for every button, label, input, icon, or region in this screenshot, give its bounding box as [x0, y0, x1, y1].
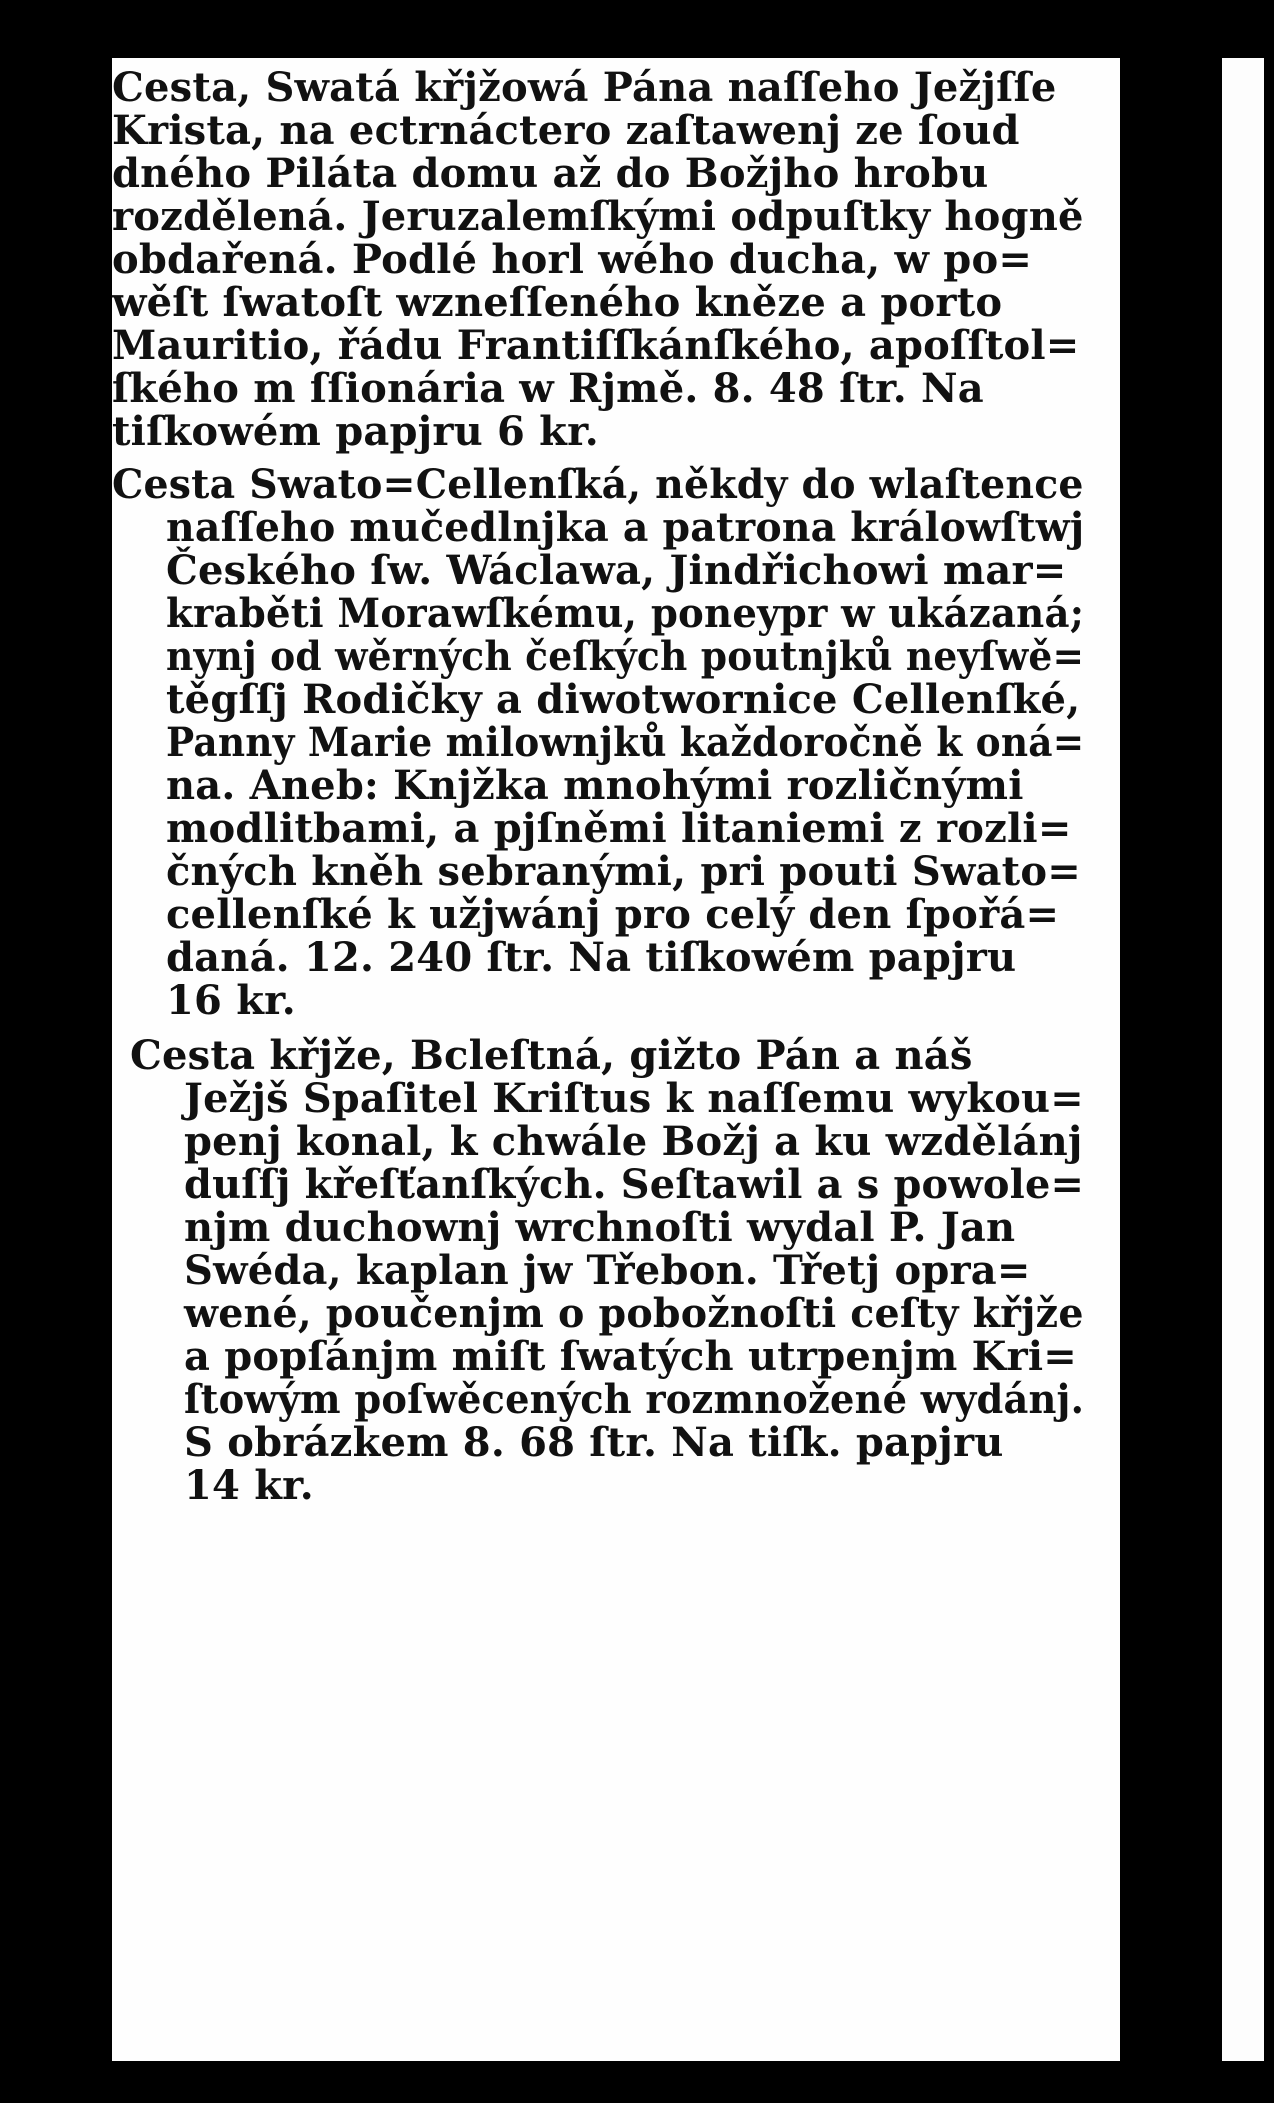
text-line: Mauritio, řádu Frantiſſkánſkého, apoſſtol=: [112, 322, 1080, 369]
text-line: Swéda, kaplan jw Třebon. Třetj opra=: [184, 1247, 1031, 1294]
text-line: Českého ſw. Wáclawa, Jindřichowi mar=: [166, 547, 1067, 594]
text-line: tiſkowém papjru 6 kr.: [112, 408, 599, 455]
text-line: dného Piláta domu až do Božjho hrobu: [112, 150, 989, 197]
text-line: kraběti Morawſkému, poneypr w ukázaná;: [166, 590, 1085, 637]
text-line: rozdělená. Jeruzalemſkými odpuſtky hogně: [112, 193, 1084, 240]
text-line: wěſt ſwatoſt wzneſſeného kněze a porto: [112, 279, 1003, 326]
book-page: [112, 58, 1120, 2061]
text-line: Cesta Swato=Cellenſká, někdy do wlaſtence: [112, 461, 1084, 508]
text-line: Cesta křjže, Bcleſtná, gižto Pán a náš: [130, 1032, 973, 1079]
text-line: modlitbami, a pjſněmi litaniemi z rozli=: [166, 805, 1072, 852]
text-line: a popſánjm miſt ſwatých utrpenjm Kri=: [184, 1333, 1077, 1380]
text-line: S obrázkem 8. 68 ſtr. Na tiſk. papjru: [184, 1419, 1004, 1466]
text-line: Cesta, Swatá křjžowá Pána naſſeho Ježjſſe: [112, 64, 1057, 111]
text-line: ſkého m ſſionária w Rjmě. 8. 48 ſtr. Na: [112, 365, 984, 412]
adjacent-page-edge: [1222, 58, 1264, 2061]
text-line: Krista, na ectrnáctero zaſtawenj ze ſoud: [112, 107, 1020, 154]
text-line: čných kněh sebranými, pri pouti Swato=: [166, 848, 1081, 895]
text-line: cellenſké k užjwánj pro celý den ſpořá=: [166, 891, 1060, 938]
text-line: 16 kr.: [166, 977, 296, 1024]
text-line: ſtowým poſwěcených rozmnožené wydánj.: [184, 1376, 1085, 1423]
text-line: Ježjš Spaſitel Kriſtus k naſſemu wykou=: [184, 1075, 1084, 1122]
text-line: naſſeho mučedlnjka a patrona králowſtwj: [166, 504, 1085, 551]
text-line: njm duchownj wrchnoſti wydal P. Jan: [184, 1204, 1016, 1251]
text-line: na. Aneb: Knjžka mnohými rozličnými: [166, 762, 1024, 809]
text-line: duſſj křeſťanſkých. Seſtawil a s powole=: [184, 1161, 1085, 1208]
text-line: nynj od wěrných čeſkých poutnjků neyſwě=: [166, 633, 1085, 680]
text-line: obdařená. Podlé horl wého ducha, w po=: [112, 236, 1033, 283]
text-line: daná. 12. 240 ſtr. Na tiſkowém papjru: [166, 934, 1017, 981]
text-line: penj konal, k chwále Božj a ku wzdělánj: [184, 1118, 1083, 1165]
text-line: wené, poučenjm o pobožnoſti ceſty křjže: [184, 1290, 1084, 1337]
text-line: těgſſj Rodičky a diwotwornice Cellenſké,: [166, 676, 1081, 723]
text-line: 14 kr.: [184, 1462, 314, 1509]
text-line: Panny Marie milownjků každoročně k oná=: [166, 719, 1085, 766]
